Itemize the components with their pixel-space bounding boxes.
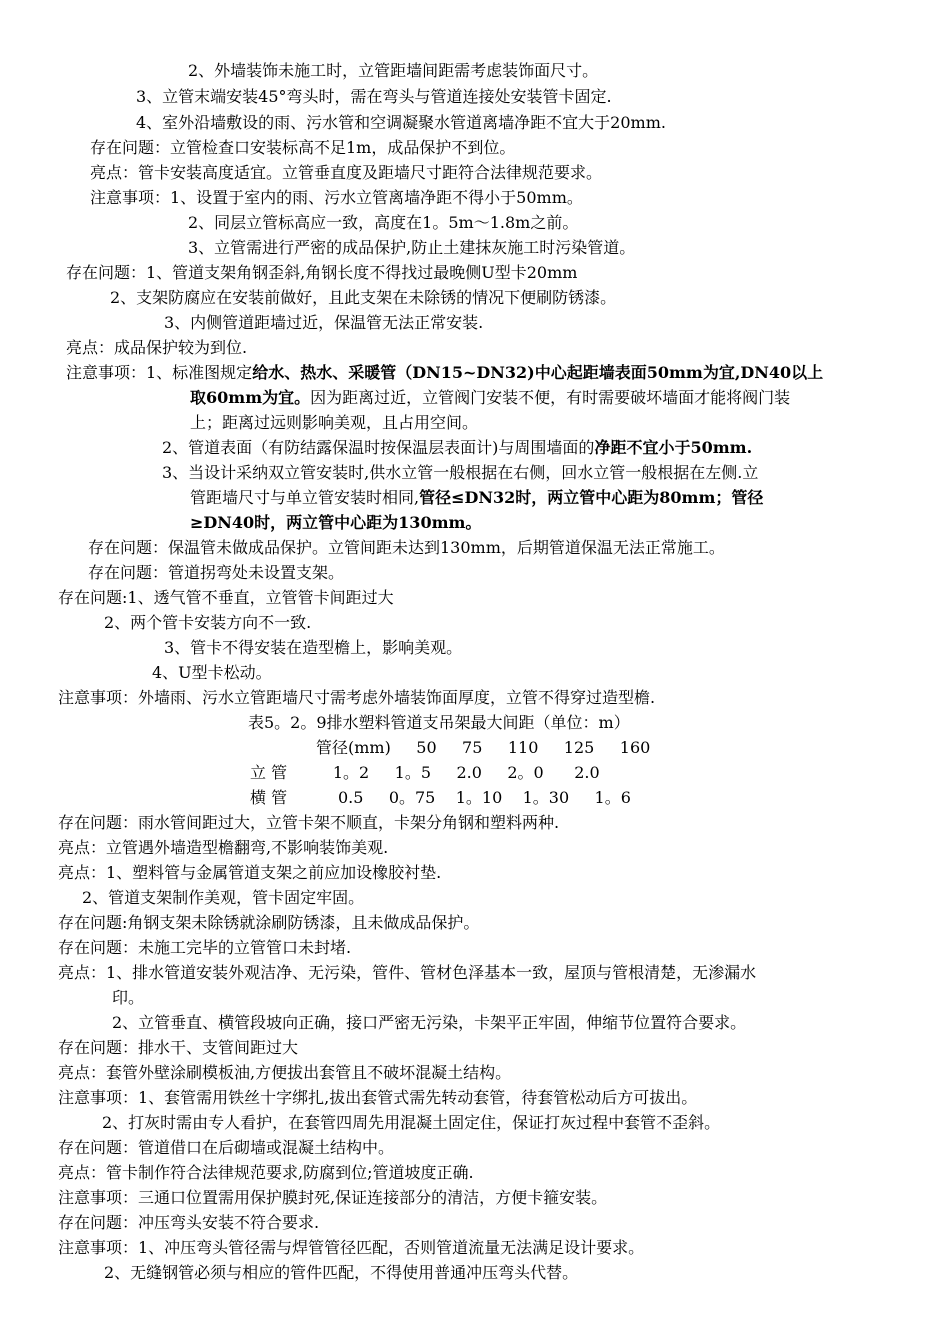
text-run: 注意事项：1、标准图规定 <box>66 363 253 382</box>
text-line: 存在问题：冲压弯头安装不符合要求. <box>58 1213 320 1232</box>
text-line: 存在问题:1、透气管不垂直，立管管卡间距过大 <box>58 588 394 607</box>
text-line: 亮点：立管遇外墙造型檐翻弯,不影响装饰美观. <box>58 838 389 857</box>
text-line: 2、同层立管标高应一致，高度在1。5m～1.8m之前。 <box>188 213 579 232</box>
text-line: 存在问题：1、管道支架角钢歪斜,角钢长度不得找过最晚侧U型卡20mm <box>66 263 578 282</box>
text-line: 2、管道支架制作美观，管卡固定牢固。 <box>82 888 365 907</box>
text-line: 3、内侧管道距墙过近，保温管无法正常安装. <box>164 313 484 332</box>
text-line: 亮点：1、塑料管与金属管道支架之前应加设橡胶衬垫. <box>58 863 442 882</box>
text-line: 亮点：1、排水管道安装外观洁净、无污染，管件、管材色泽基本一致，屋顶与管根清楚，无渗漏水 <box>58 963 757 982</box>
text-line: 4、室外沿墙敷设的雨、污水管和空调凝聚水管道离墙净距不宜大于20mm. <box>136 113 666 132</box>
text-line: 亮点：成品保护较为到位. <box>66 338 248 357</box>
table-header-row: 管径(mm) 50 75 110 125 160 <box>316 738 651 757</box>
text-line: 2、支架防腐应在安装前做好，且此支架在未除锈的情况下便刷防锈漆。 <box>110 288 617 307</box>
text-line: 存在问题：未施工完毕的立管管口未封堵. <box>58 938 352 957</box>
text-line: 2、打灰时需由专人看护，在套管四周先用混凝土固定住，保证打灰过程中套管不歪斜。 <box>102 1113 721 1132</box>
text-line: 注意事项：1、套管需用铁丝十字绑扎,拔出套管式需先转动套管，待套管松动后方可拔出。 <box>58 1088 698 1107</box>
text-line: 注意事项：1、冲压弯头管径需与焊管管径匹配，否则管道流量无法满足设计要求。 <box>58 1238 645 1257</box>
text-line <box>190 487 763 509</box>
text-line: 4、U型卡松动。 <box>152 663 272 682</box>
text-line: 存在问题：管道借口在后砌墙或混凝土结构中。 <box>58 1138 395 1157</box>
text-run: 2、管道表面（有防结露保温时按保温层表面计)与周围墙面的 <box>162 438 595 457</box>
text-line: 上；距离过远则影响美观，且占用空间。 <box>190 413 479 432</box>
text-line: 3、管卡不得安装在造型檐上，影响美观。 <box>164 638 463 657</box>
text-line: 2、无缝钢管必须与相应的管件匹配，不得使用普通冲压弯头代替。 <box>104 1263 579 1282</box>
text-line: 存在问题：管道拐弯处未设置支架。 <box>88 563 345 582</box>
bold-text: ≥DN40时，两立管中心距为130mm。 <box>190 513 482 532</box>
text-line: 2、外墙装饰未施工时，立管距墙间距需考虑装饰面尺寸。 <box>188 61 599 80</box>
text-line: 存在问题：立管检查口安装标高不足1m，成品保护不到位。 <box>90 138 516 157</box>
bold-text: 取60mm为宜。 <box>190 388 311 407</box>
text-line: 存在问题：雨水管间距过大，立管卡架不顺直，卡架分角钢和塑料两种. <box>58 813 560 832</box>
text-line: 2、立管垂直、横管段坡向正确，接口严密无污染，卡架平正牢固，伸缩节位置符合要求。 <box>112 1013 747 1032</box>
text-line: 3、立管需进行严密的成品保护,防止土建抹灰施工时污染管道。 <box>188 238 636 257</box>
bold-text: 管径≤DN32时，两立管中心距为80mm；管径 <box>419 488 764 507</box>
text-run: 管距墙尺寸与单立管安装时相同, <box>190 488 420 507</box>
text-line: 亮点：管卡安装高度适宜。立管垂直度及距墙尺寸距符合法律规范要求。 <box>90 163 603 182</box>
table-row: 横 管 0.5 0。75 1。10 1。30 1。6 <box>250 788 631 807</box>
text-line: 3、立管末端安装45°弯头时，需在弯头与管道连接处安装管卡固定. <box>136 87 612 106</box>
text-line: 亮点：套管外壁涂刷模板油,方便拔出套管且不破坏混凝土结构。 <box>58 1063 512 1082</box>
text-line <box>190 387 790 409</box>
bold-text: 给水、热水、采暖管（DN15~DN32)中心起距墙表面50mm为宜,DN40以上 <box>252 363 824 382</box>
text-line: 印。 <box>112 988 145 1007</box>
text-line: 注意事项：1、设置于室内的雨、污水立管离墙净距不得小于50mm。 <box>90 188 583 207</box>
text-line: 2、两个管卡安装方向不一致. <box>104 613 312 632</box>
text-line: 存在问题：保温管未做成品保护。立管间距未达到130mm，后期管道保温无法正常施工。 <box>88 538 725 557</box>
text-line: 注意事项：三通口位置需用保护膜封死,保证连接部分的清洁，方便卡箍安装。 <box>58 1188 608 1207</box>
bold-text: 净距不宜小于50mm. <box>594 438 753 457</box>
text-run: 因为距离过近，立管阀门安装不便，有时需要破坏墙面才能将阀门装 <box>310 388 791 407</box>
text-line: 3、当设计采纳双立管安装时,供水立管一般根据在右侧，回水立管一般根据在左侧.立 <box>162 463 759 482</box>
table-row: 立 管 1。2 1。5 2.0 2。0 2.0 <box>250 763 600 782</box>
text-line: 注意事项：外墙雨、污水立管距墙尺寸需考虑外墙装饰面厚度，立管不得穿过造型檐. <box>58 688 656 707</box>
text-line: 存在问题:角钢支架未除锈就涂刷防锈漆，且未做成品保护。 <box>58 913 480 932</box>
text-line: 亮点：管卡制作符合法律规范要求,防腐到位;管道坡度正确. <box>58 1163 474 1182</box>
text-line <box>66 362 823 384</box>
table-caption: 表5。2。9排水塑料管道支吊架最大间距（单位：m） <box>248 713 630 732</box>
text-line <box>190 512 481 534</box>
text-line <box>162 437 752 459</box>
text-line: 存在问题：排水干、支管间距过大 <box>58 1038 299 1057</box>
